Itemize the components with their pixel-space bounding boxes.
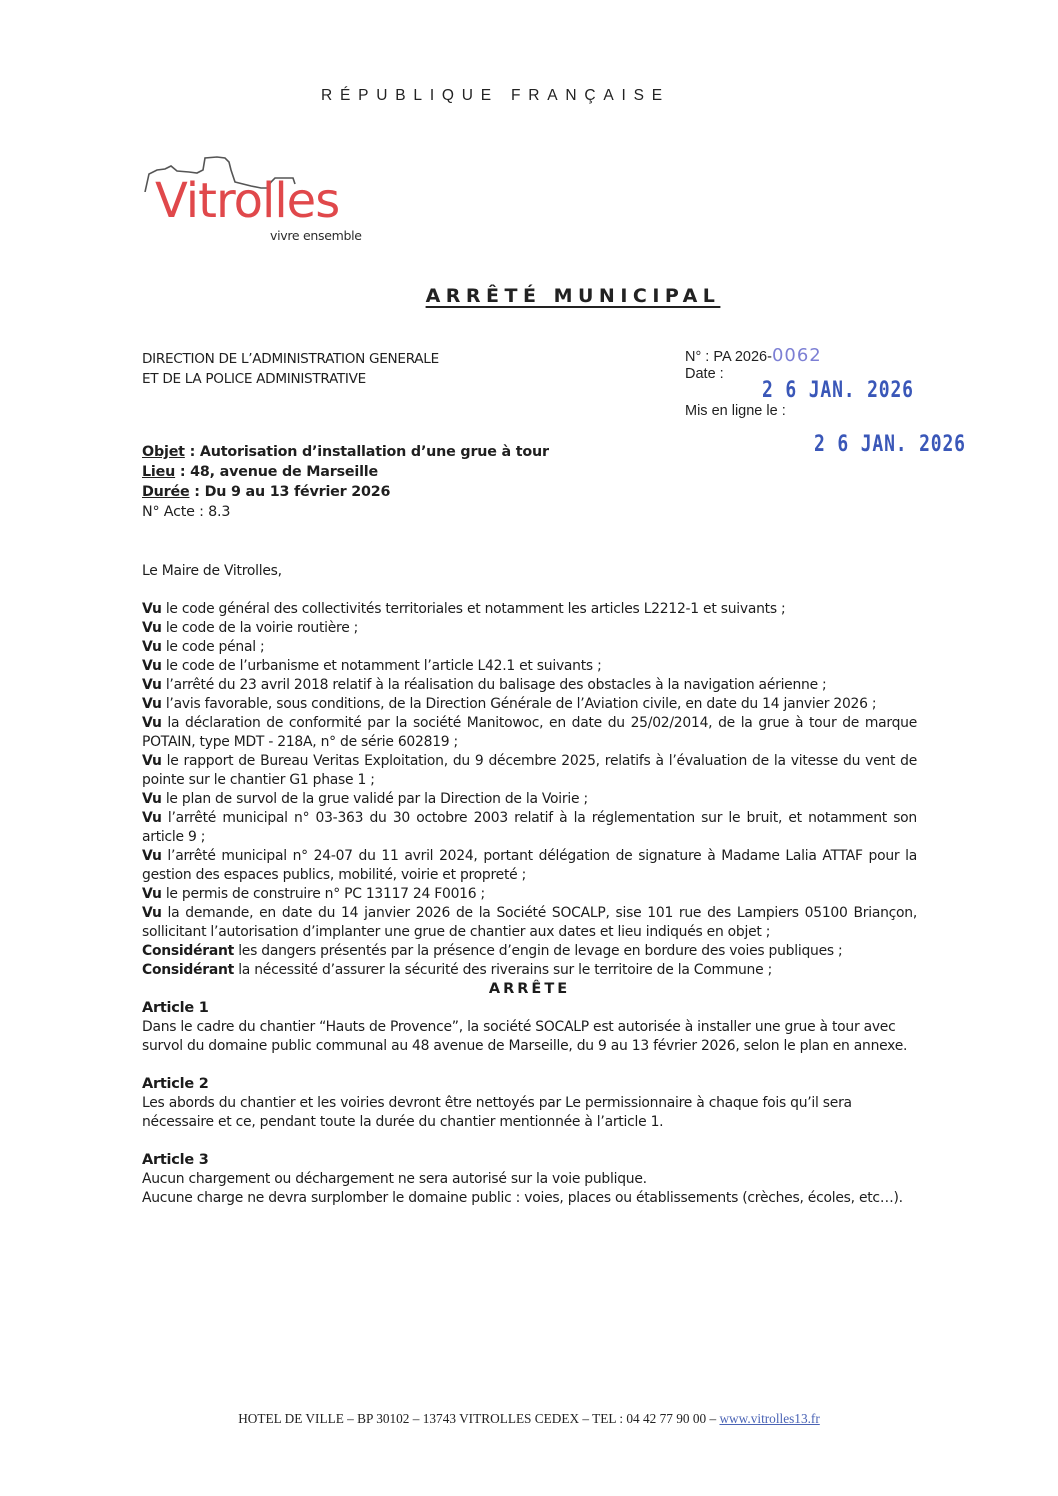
article-paragraph: Aucune charge ne devra surplomber le domaine public : voies, places ou établissements (crèches, écoles, etc…).: [142, 1190, 903, 1206]
document-title: [0, 285, 1058, 307]
article-2: [142, 1075, 917, 1132]
arrete-heading: ARRÊTE: [488, 981, 571, 997]
duration-label: Durée: [142, 484, 190, 500]
visa-text: la nécessité d’assurer la sécurité des riverains sur le territoire de la Commune ;: [234, 962, 772, 978]
footer-address-text: HOTEL DE VILLE – BP 30102 – 13743 VITROLLES CEDEX – TEL : 04 42 77 90 00 –: [238, 1411, 720, 1426]
vitrolles-logo: [143, 152, 393, 252]
considerant-item: [142, 961, 917, 980]
considerant-item: [142, 942, 917, 961]
visa-lead: Considérant: [142, 943, 235, 959]
location-row: [142, 462, 549, 482]
visa-text: l’arrêté du 23 avril 2018 relatif à la réalisation du balisage des obstacles à la navigation aérienne ;: [161, 677, 827, 693]
department-line-2: ET DE LA POLICE ADMINISTRATIVE: [142, 371, 366, 387]
website-link[interactable]: www.vitrolles13.fr: [719, 1411, 820, 1426]
visa-lead: Considérant: [142, 962, 235, 978]
visa-lead: Vu: [142, 677, 162, 693]
footer-address: [0, 1411, 1058, 1427]
visa-lead: Vu: [142, 753, 162, 769]
visa-item: [142, 600, 917, 619]
document-title-text: ARRÊTÉ MUNICIPAL: [425, 285, 721, 307]
visa-text: le code pénal ;: [161, 639, 265, 655]
article-3: [142, 1151, 917, 1208]
visa-lead: Vu: [142, 791, 162, 807]
date-stamp: 2 6 JAN. 2026: [762, 378, 914, 403]
online-date-stamp: 2 6 JAN. 2026: [814, 432, 966, 457]
visa-text: le code de l’urbanisme et notamment l’article L42.1 et suivants ;: [161, 658, 602, 674]
visa-lead: Vu: [142, 810, 162, 826]
duration-value: : Du 9 au 13 février 2026: [189, 484, 391, 500]
article-paragraph: Les abords du chantier et les voiries devront être nettoyés par Le permissionnaire à chaque fois qu’il sera nécessaire et ce, pendant toute la durée du chantier mentionnée à l’article 1.: [142, 1095, 852, 1130]
visa-item: [142, 885, 917, 904]
visa-lead: Vu: [142, 601, 162, 617]
republique-francaise-header: RÉPUBLIQUE FRANÇAISE: [321, 87, 670, 104]
visa-text: les dangers présentés par la présence d’engin de levage en bordure des voies publiques ;: [234, 943, 843, 959]
reference-number: [685, 345, 822, 366]
reference-number-handwritten: 0062: [771, 345, 822, 366]
subject-row: [142, 442, 549, 462]
visa-text: le plan de survol de la grue validé par la Direction de la Voirie ;: [161, 791, 588, 807]
logo-wordmark: Vitrolles: [155, 173, 340, 229]
visa-text: la demande, en date du 14 janvier 2026 de la Société SOCALP, sise 101 rue des Lampiers 05100 Briançon, sollicitant l’autorisation d’implanter une grue de chantier aux dates et lieu indiqués en objet ;: [142, 905, 917, 940]
article-title: Article 2: [142, 1076, 209, 1092]
visa-lead: Vu: [142, 886, 162, 902]
visa-item: [142, 619, 917, 638]
visa-item: [142, 714, 917, 752]
department-line-1: DIRECTION DE L’ADMINISTRATION GENERALE: [142, 351, 439, 367]
reference-number-label: N° : PA 2026-: [685, 349, 772, 365]
visa-text: le code de la voirie routière ;: [161, 620, 359, 636]
visa-lead: Vu: [142, 696, 162, 712]
logo-tagline: vivre ensemble: [270, 228, 362, 243]
act-number: N° Acte : 8.3: [142, 504, 231, 520]
visa-item: [142, 657, 917, 676]
visa-lead: Vu: [142, 658, 162, 674]
location-label: Lieu: [142, 464, 176, 480]
articles-list: [142, 999, 917, 1208]
date-label: Date :: [685, 366, 724, 382]
visa-text: l’arrêté municipal n° 24-07 du 11 avril 2024, portant délégation de signature à Madame Lalia ATTAF pour la gestion des espaces publics, mobilité, voirie et propreté ;: [142, 848, 917, 883]
visa-item: [142, 752, 917, 790]
visa-text: le code général des collectivités territoriales et notamment les articles L2212-1 et suivants ;: [161, 601, 786, 617]
visa-text: le rapport de Bureau Veritas Exploitation, du 9 décembre 2025, relatifs à l’évaluation de la vitesse du vent de pointe sur le chantier G1 phase 1 ;: [142, 753, 917, 788]
location-value: : 48, avenue de Marseille: [175, 464, 379, 480]
subject-value: : Autorisation d’installation d’une grue à tour: [184, 444, 549, 460]
visa-text: l’avis favorable, sous conditions, de la Direction Générale de l’Aviation civile, en date du 14 janvier 2026 ;: [161, 696, 877, 712]
subject-block: [142, 442, 549, 522]
visa-item: [142, 676, 917, 695]
visa-text: l’arrêté municipal n° 03-363 du 30 octobre 2003 relatif à la réglementation sur le bruit, et notamment son article 9 ;: [142, 810, 917, 845]
article-1: [142, 999, 917, 1056]
visa-lead: Vu: [142, 715, 162, 731]
visa-item: [142, 695, 917, 714]
intro-line: Le Maire de Vitrolles,: [142, 563, 282, 579]
visa-lead: Vu: [142, 639, 162, 655]
visas-list: [142, 600, 917, 980]
visa-item: [142, 809, 917, 847]
article-paragraph: Aucun chargement ou déchargement ne sera autorisé sur la voie publique.: [142, 1171, 647, 1187]
visa-lead: Vu: [142, 848, 162, 864]
document-body: [142, 562, 917, 1208]
article-paragraph: Dans le cadre du chantier “Hauts de Provence”, la société SOCALP est autorisée à installer une grue à tour avec survol du domaine public communal au 48 avenue de Marseille, du 9 au 13 février 2026, selon le plan en annexe.: [142, 1019, 908, 1054]
online-date-label: Mis en ligne le :: [685, 403, 786, 419]
visa-lead: Vu: [142, 905, 162, 921]
visa-item: [142, 790, 917, 809]
visa-text: le permis de construire n° PC 13117 24 F0016 ;: [161, 886, 485, 902]
visa-item: [142, 847, 917, 885]
duration-row: [142, 482, 549, 502]
subject-label: Objet: [142, 444, 185, 460]
article-title: Article 3: [142, 1152, 209, 1168]
visa-text: la déclaration de conformité par la société Manitowoc, en date du 25/02/2014, de la grue à tour de marque POTAIN, type MDT - 218A, n° de série 602819 ;: [142, 715, 917, 750]
issuing-department: [142, 349, 439, 389]
visa-item: [142, 904, 917, 942]
visa-lead: Vu: [142, 620, 162, 636]
visa-item: [142, 638, 917, 657]
article-title: Article 1: [142, 1000, 209, 1016]
